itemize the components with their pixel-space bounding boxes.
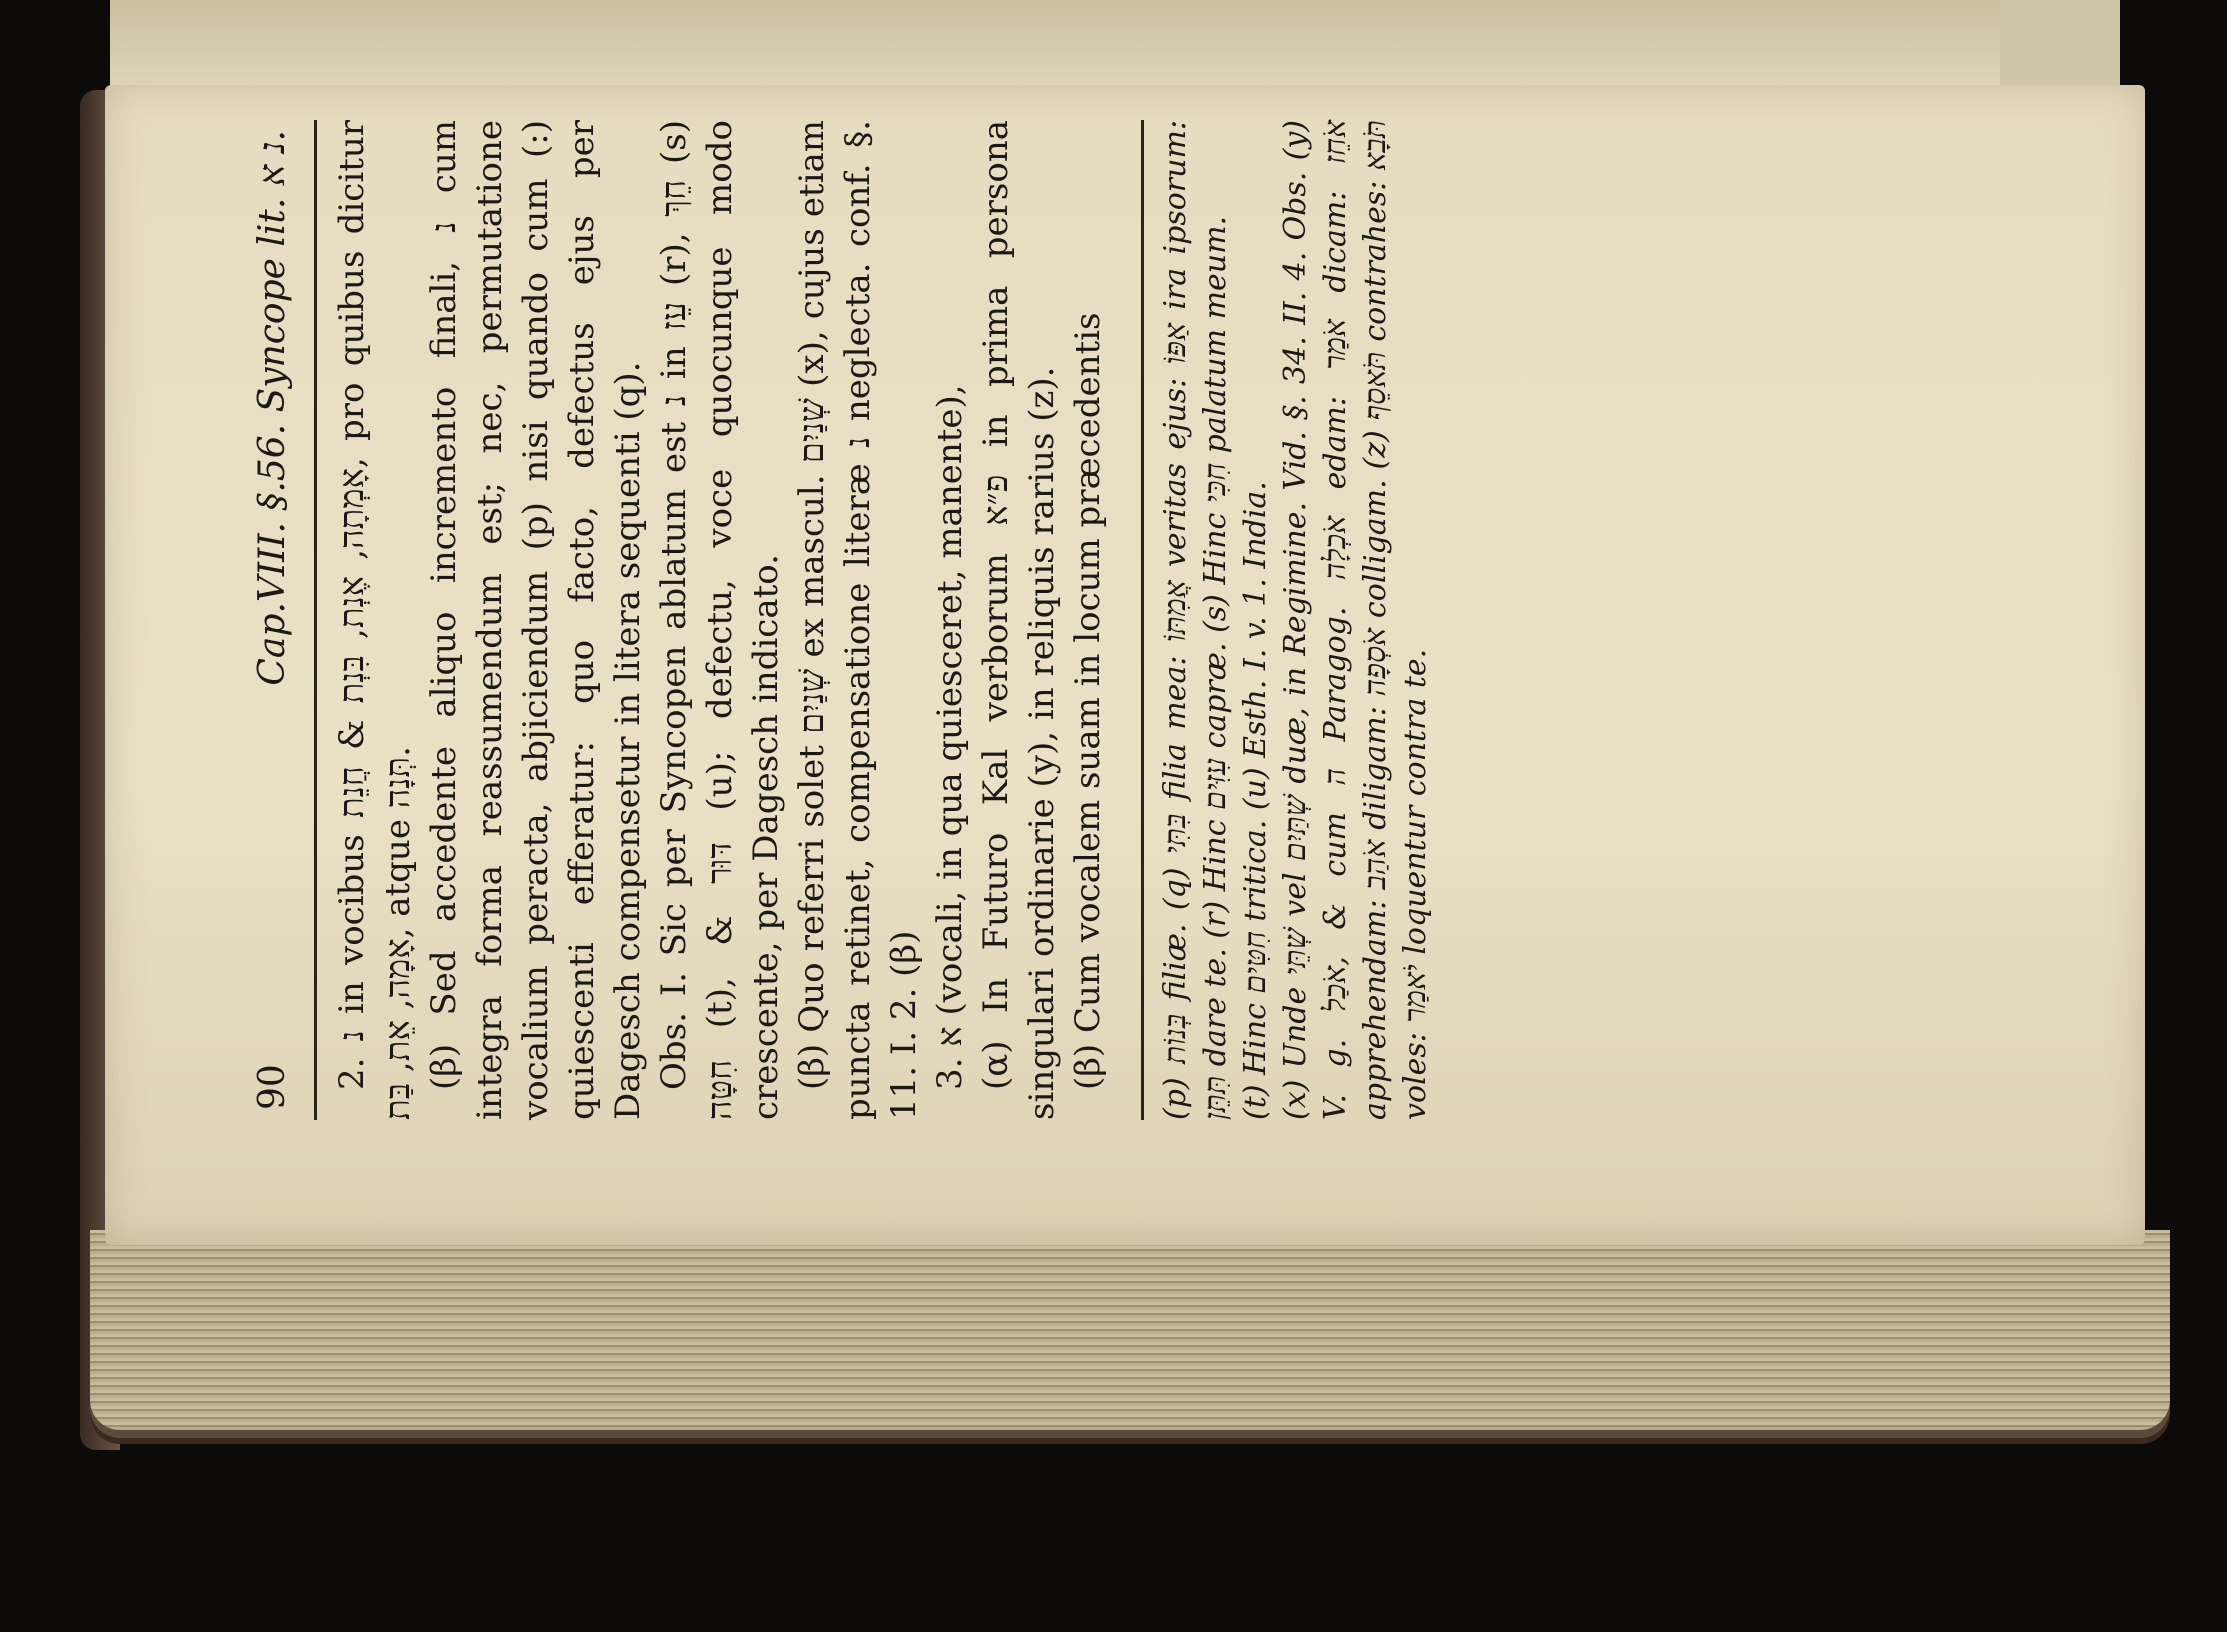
paragraph: (α) In Futuro Kal verborum פ״א in prima persona singulari ordinarie (y), in reliquis rarius (z).	[976, 120, 1062, 1120]
paragraph: (β) Cum vocalem suam in locum præcedentis	[1068, 312, 1108, 1090]
running-title: Cap.VIII. §.56. Syncope lit. נ א.	[252, 130, 293, 686]
paragraph: (β) Sed accedente aliquo incremento finali, נ cum integra forma reassumendum est; nec, permutatione vocalium peracta, abjiciendum (p) nisi quando cum (:) quiescenti efferatur: quo facto, defectus ejus per Dagesch compensetur in litera sequenti (q).	[424, 120, 648, 1120]
previous-page-edge	[110, 0, 2120, 88]
footnote: (t) Hinc חִטִּים tritica. (u) Esth. I. v. 1. India.	[1238, 481, 1273, 1120]
page-number: 90	[252, 1064, 293, 1110]
paragraph: (β) Quo referri solet שְׁנַיִם ex mascul. שְׁנַיִם (x), cujus etiam puncta retinet, compensatione literæ נ neglecta. conf. §. 11. I. 2. (β)	[792, 120, 924, 1120]
paragraph: 2. נ in vocibus אָמְתָה, אֶנְת, בִּנְת & חֲנֵת, pro quibus dicitur אָמָה, אֵת, בַּת, atque תְּנָה.	[332, 119, 418, 1120]
text-block	[250, 120, 2010, 1120]
footnote: (p) בְּנוֹת filiæ. (q) בִּתִּי filia mea: אֲמִתּוֹ veritas ejus: אַפּוֹ ira ipsorum: תִּתֵּן dare te. (r) Hinc עִזִּים capræ. (s) Hinc חִכִּי palatum meum.	[1158, 119, 1233, 1120]
paragraph: Obs. I. Sic per Syncopen ablatum est נ in עֵז (r), חֵךְ (s) חִטָּה (t), & דּוּר (u); defectu, voce quocunque modo crescente, per Dagesch indicato.	[654, 120, 786, 1120]
footnotes	[1141, 120, 1436, 1120]
paragraph: 3. א (vocali, in qua quiesceret, manente),	[930, 384, 970, 1090]
footnote: (x) Unde שְׁתֵּי vel שְׁתַּיִם duæ, in Regimine. Vid. §. 34. II. 4. Obs. (y) V. g. אֹכַל, & cum ה Paragog. אֹכְלָה edam: אֹמַר dicam: אֹחֵז apprehendam: אֹהַב diligam: אֹסְפָה colligam. (z) תֹּאסֵף contrahes: תֹּבָא voles: יֹאמַר loquentur contra te.	[1278, 119, 1433, 1120]
head-rule	[314, 120, 317, 1120]
footnote-rule	[1141, 120, 1144, 1120]
running-head	[250, 120, 310, 1120]
page-bleed	[2000, 0, 2120, 85]
page-edges	[90, 1230, 2170, 1430]
